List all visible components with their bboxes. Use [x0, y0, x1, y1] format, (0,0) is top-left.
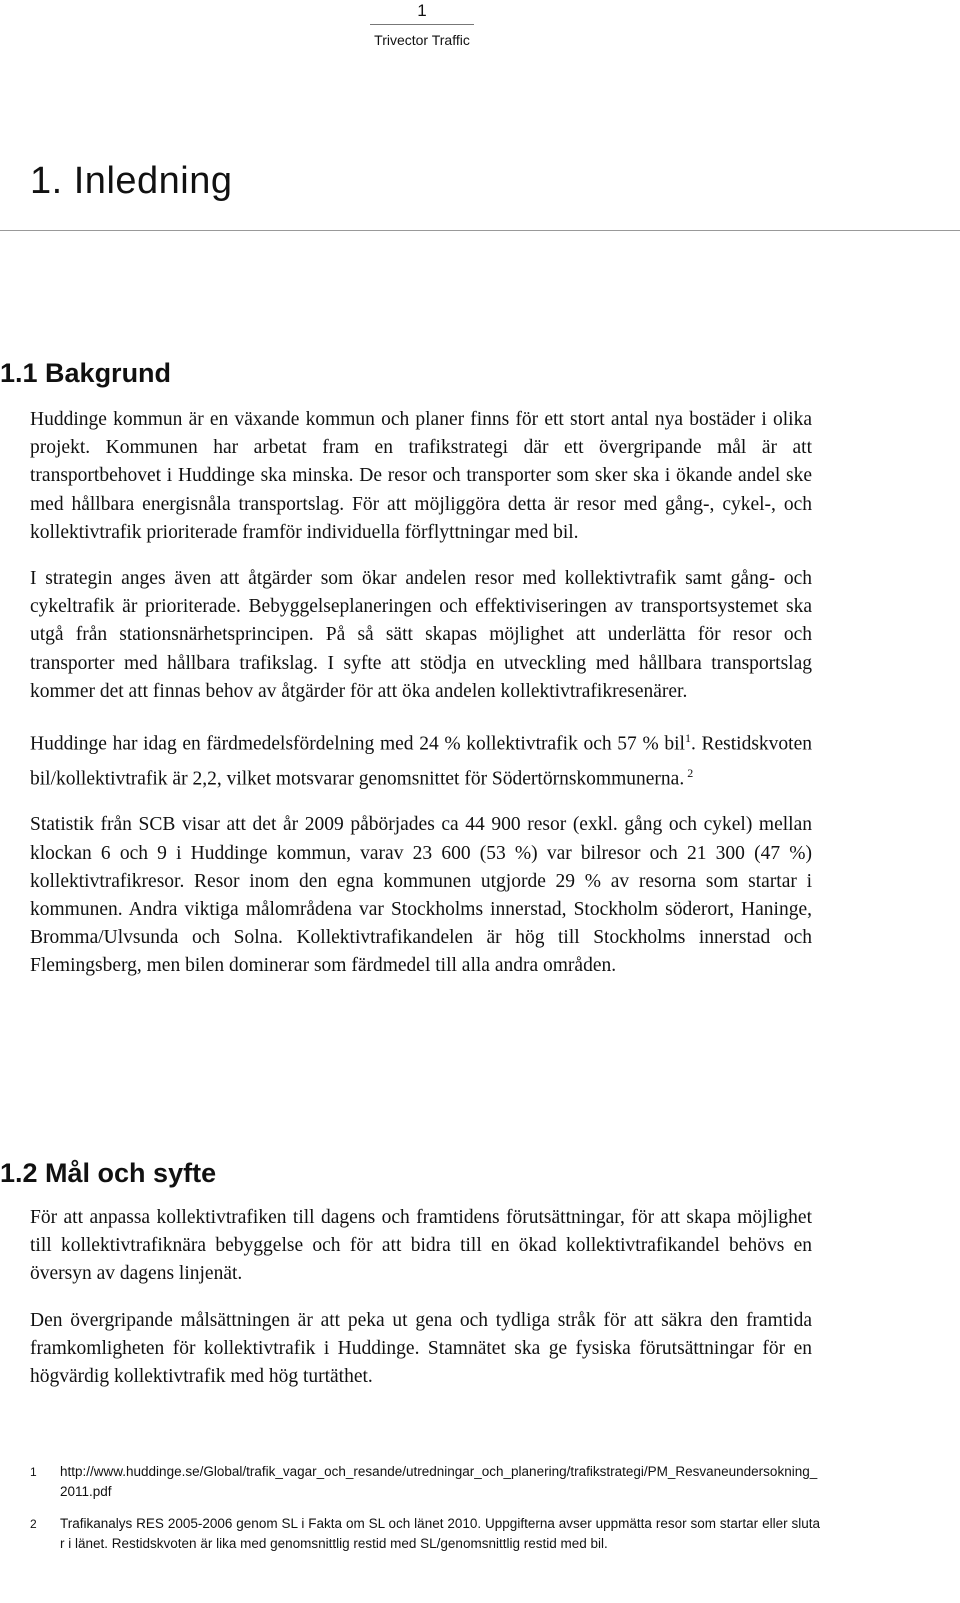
header-company-name: Trivector Traffic: [374, 32, 470, 48]
chapter-divider: [0, 230, 960, 231]
page-header: [370, 0, 474, 48]
paragraph-text: . Restidskvoten bil/kollektivtrafik är 2,2, vilket motsvarar genomsnittet för Södertörnskommunerna.: [30, 733, 812, 790]
footnote-reference: 2: [684, 765, 694, 780]
footnote-link[interactable]: http://www.huddinge.se/Global/trafik_vagar_och_resande/utredningar_och_planering/trafikstrategi/PM_Resvaneundersokning_2011.pdf: [60, 1464, 818, 1499]
section-title-mal-och-syfte: 1.2 Mål och syfte: [0, 1158, 217, 1188]
footnote: [30, 1514, 820, 1554]
chapter-title: 1. Inledning: [30, 160, 233, 202]
paragraph: I strategin anges även att åtgärder som ökar andelen resor med kollektivtrafik samt gång- och cykeltrafik är prioriterade. Bebyggelseplaneringen och effektiviseringen av transportsystemet ska utgå från stationsnärhetsprincipen. På så sätt skapas möjlighet att underlätta för resor och transporter med hållbara trafikslag. I syfte att stödja en utveckling med hållbara transportslag kommer det att finnas behov av åtgärder för att öka andelen kollektivtrafikresenärer.: [30, 568, 812, 702]
footnote: [30, 1462, 820, 1502]
paragraph: Huddinge kommun är en växande kommun och planer finns för ett stort antal nya bostäder i olika projekt. Kommunen har arbetat fram en trafikstrategi där ett övergripande mål är att transportbehovet i Huddinge ska minska. De resor och transporter som sker ska i ökande andel ske med hållbara energisnåla transportslag. För att möjliggöra detta är resor med gång-, cykel-, och kollektivtrafik prioriterade framför individuella förflyttningar med bil.: [30, 409, 812, 543]
paragraph: För att anpassa kollektivtrafiken till dagens och framtidens förutsättningar, för att skapa möjlighet till kollektivtrafiknära bebyggelse och för att bidra till en ökad kollektivtrafikandel behövs en översyn av dagens linjenät.: [30, 1207, 812, 1285]
footnote-text: Trafikanalys RES 2005-2006 genom SL i Fakta om SL och länet 2010. Uppgifterna avser uppmätta resor som startar eller slutar i länet. Restidskvoten är lika med genomsnittlig restid med SL/genomsnittlig restid med bil.: [60, 1516, 820, 1551]
paragraph: Den övergripande målsättningen är att peka ut gena och tydliga stråk för att säkra den framtida framkomligheten för kollektivtrafik i Huddinge. Stamnätet ska ge fysiska förutsättningar för en högvärdig kollektivtrafik med hög turtäthet.: [30, 1309, 812, 1388]
footnote-reference: 1: [684, 731, 691, 746]
header-divider: [370, 24, 474, 25]
footnotes: [30, 1462, 820, 1566]
paragraph-text: Huddinge har idag en färdmedelsfördelning med 24 % kollektivtrafik och 57 % bil: [30, 733, 685, 755]
section-body-bakgrund: [30, 406, 812, 999]
paragraph: Statistik från SCB visar att det år 2009 påbörjades ca 44 900 resor (exkl. gång och cykel) mellan klockan 6 och 9 i Huddinge kommun, varav 23 600 (53 %) var bilresor och 21 300 (47 %) kollektivtrafikresor. Resor inom den egna kommunen utgjorde 29 % av resorna som startar i kommunen. Andra viktiga målområdena var Stockholms innerstad, Stockholm söderort, Haninge, Bromma/Ulvsunda och Solna. Kollektivtrafikandelen är hög till Stockholms innerstad och Flemingsberg, men bilen dominerar som färdmedel till alla andra områden.: [30, 814, 812, 977]
section-body-mal-och-syfte: [30, 1204, 812, 1409]
page-number: 1: [417, 1, 427, 20]
footnote-number: 1: [30, 1465, 37, 1479]
section-title-bakgrund: 1.1 Bakgrund: [0, 358, 172, 388]
paragraph: [30, 724, 812, 793]
footnote-number: 2: [30, 1517, 37, 1531]
